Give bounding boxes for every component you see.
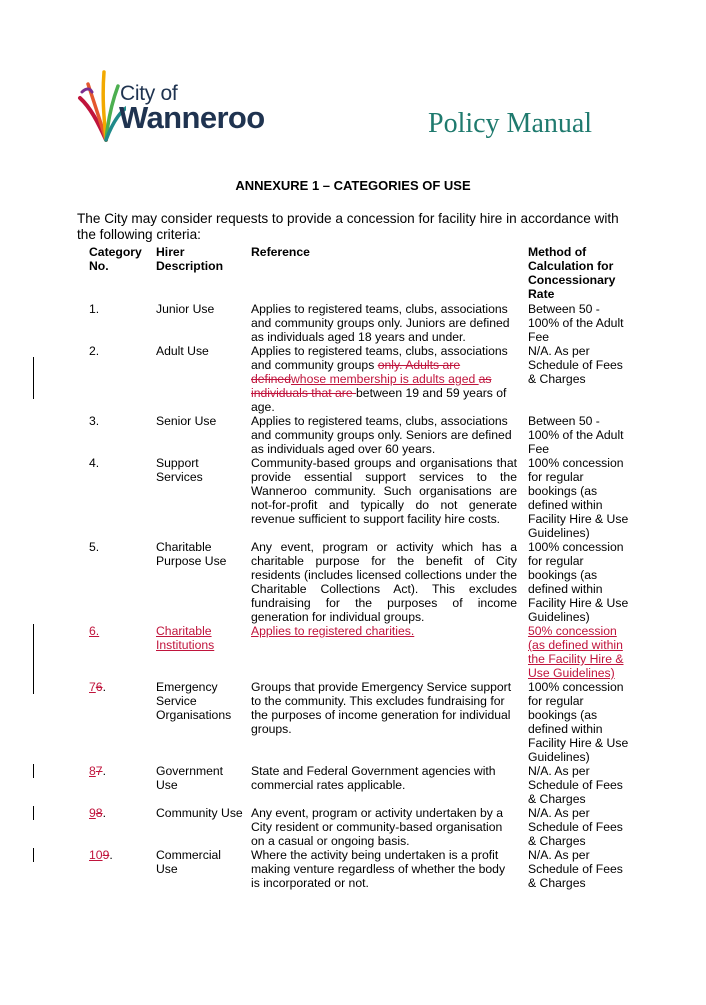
number-dot: . [102,764,106,778]
row-hirer: Charitable Institutions [156,624,215,652]
row-method: N/A. As per Schedule of Fees & Charges [528,848,623,890]
change-bar [33,806,34,820]
city-logo [76,62,296,142]
inserted-text: 9 [89,806,96,820]
row-number: 5. [89,540,100,554]
header-hirer: Hirer Description [156,245,224,273]
inserted-text: 8 [89,764,96,778]
policy-manual-title: Policy Manual [428,108,593,139]
row-reference: Community-based groups and organisations that provide essential support services to the Wanneroo community. Such organisations are not-for-profit and typically do not generate revenue sufficient to support facility hire costs. [251,456,517,526]
row-reference: Any event, program or activity undertaken by a City resident or community-based organisation on a casual or ongoing basis. [251,806,504,848]
reference-text: between 19 and 59 years of age. [251,386,507,414]
row-reference: Applies to registered teams, clubs, associations and community groups only. Seniors are defined as individuals aged over 60 years. [251,414,512,456]
row-hirer: Commercial Use [156,848,222,876]
row-method: 50% concession (as defined within the Facility Hire & Use Guidelines) [528,624,624,680]
row-hirer: Community Use [156,806,243,820]
row-number: 4. [89,456,100,470]
row-number: 2. [89,344,100,358]
header-reference: Reference [251,245,310,259]
row-method: Between 50 - 100% of the Adult Fee [528,302,624,344]
logo-name-text: Wanneroo [119,100,265,135]
change-bar [33,764,34,778]
annexure-title: ANNEXURE 1 – CATEGORIES OF USE [235,178,471,193]
row-method: N/A. As per Schedule of Fees & Charges [528,344,623,386]
change-bar [33,357,34,399]
intro-paragraph: The City may consider requests to provide a concession for facility hire in accordance with the following criteria: [77,211,619,242]
row-number: 3. [89,414,100,428]
row-number [89,848,149,862]
row-hirer: Support Services [156,456,203,484]
row-number [89,806,149,820]
inserted-text: 7 [89,680,96,694]
row-reference: Applies to registered charities. [251,624,415,638]
row-reference: Applies to registered teams, clubs, associations and community groups only. Juniors are defined as individuals aged 18 years and under. [251,302,510,344]
number-dot: . [102,680,106,694]
change-bar [33,848,34,862]
row-method: N/A. As per Schedule of Fees & Charges [528,806,623,848]
number-dot: . [109,848,113,862]
row-hirer: Junior Use [156,302,215,316]
deleted-text: 6 [95,680,103,694]
inserted-text: whose membership is adults aged [290,372,479,386]
deleted-text: as individuals that are [251,372,492,400]
row-method: 100% concession for regular bookings (as defined within Facility Hire & Use Guidelines) [528,540,629,624]
row-reference [251,344,517,414]
row-number [89,764,149,778]
row-method: N/A. As per Schedule of Fees & Charges [528,764,623,806]
reference-text: Applies to registered teams, clubs, associations and community groups [251,344,508,372]
row-number: 1. [89,302,100,316]
inserted-text: 10 [89,848,103,862]
row-hirer: Government Use [156,764,224,792]
row-hirer: Senior Use [156,414,217,428]
row-method: 100% concession for regular bookings (as defined within Facility Hire & Use Guidelines) [528,680,629,764]
change-bar [33,624,34,694]
row-hirer: Emergency Service Organisations [156,680,232,722]
row-reference: Where the activity being undertaken is a profit making venture regardless of whether the body is incorporated or not. [251,848,506,890]
row-reference: State and Federal Government agencies with commercial rates applicable. [251,764,496,792]
row-number: 6. [89,624,100,638]
number-dot: . [102,806,106,820]
logo-city-text: City of [120,82,178,105]
row-hirer: Charitable Purpose Use [156,540,227,568]
header-method: Method of Calculation for Concessionary Rate [528,245,616,301]
row-number [89,680,149,694]
row-reference: Any event, program or activity which has a charitable purpose for the benefit of City residents (includes licensed collections under the Charitable Collections Act). This excludes fundraising for the purposes of income generation for individual groups. [251,540,517,624]
deleted-text: 8 [95,806,103,820]
header-category: Category No. [89,245,142,273]
row-reference: Groups that provide Emergency Service support to the community. This excludes fundraising for the purposes of income generation for individual groups. [251,680,512,736]
deleted-text: 7 [95,764,103,778]
deleted-text: only. Adults are defined [251,358,461,386]
row-method: 100% concession for regular bookings (as defined within Facility Hire & Use Guidelines) [528,456,629,540]
row-hirer: Adult Use [156,344,209,358]
deleted-text: 9 [102,848,110,862]
row-method: Between 50 - 100% of the Adult Fee [528,414,624,456]
